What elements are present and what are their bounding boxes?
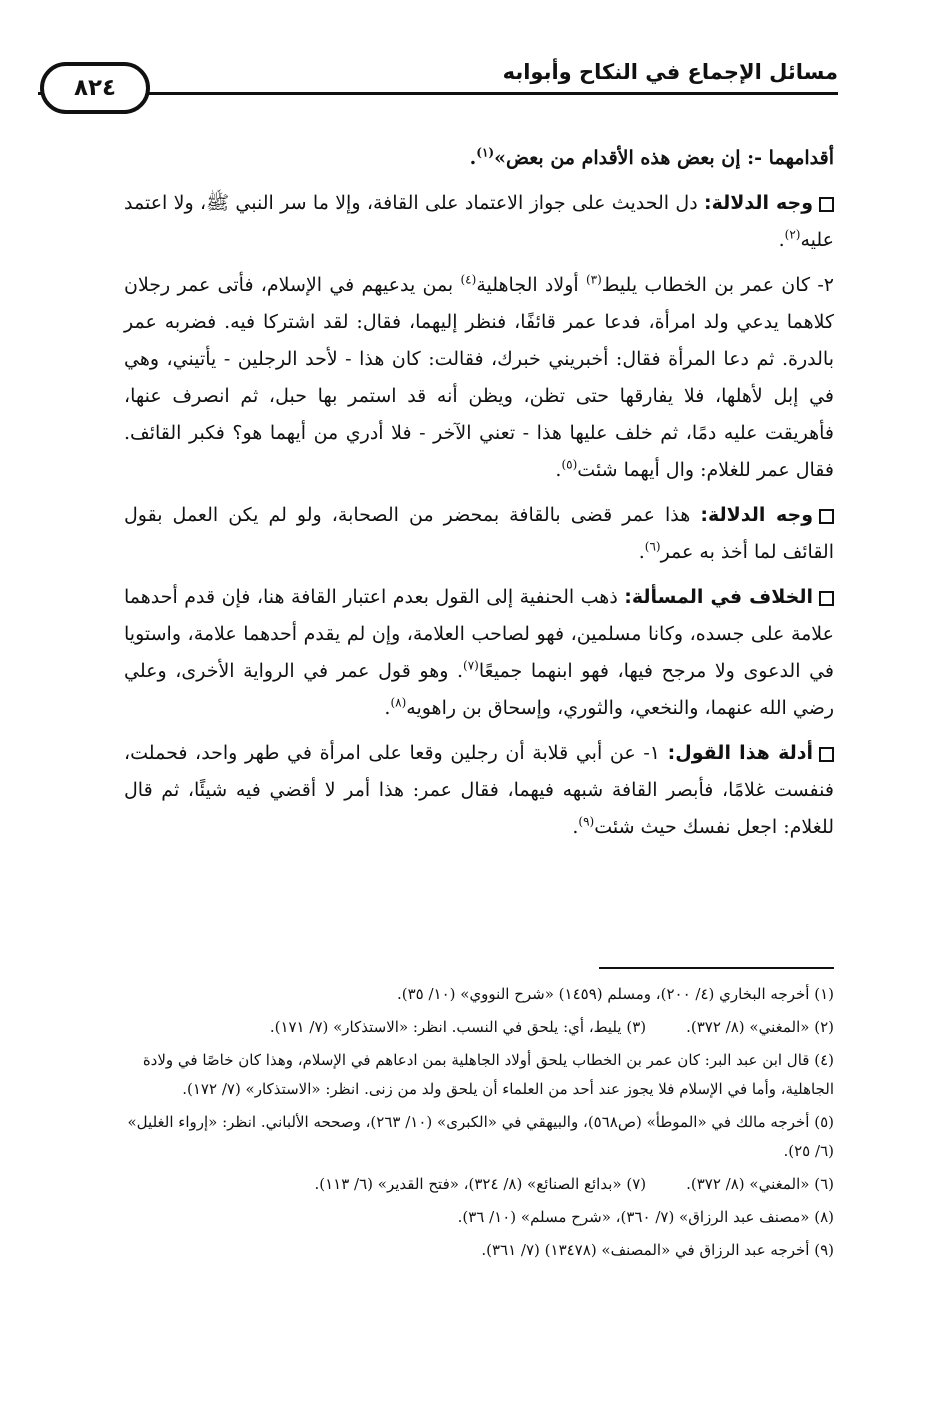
paragraph-umar-narration — [124, 267, 834, 489]
paragraph-text: ٢- كان عمر بن الخطاب يليط — [601, 274, 834, 296]
section-heading: الخلاف في المسألة: — [624, 586, 813, 608]
page-number-badge — [40, 62, 150, 114]
footnote-ref[interactable]: (٩) — [578, 814, 595, 829]
paragraph-proofs — [124, 735, 834, 846]
footnote-8: (٨) «مصنف عبد الرزاق» (٧/ ٣٦٠)، «شرح مسلم» (١٠/ ٣٦). — [457, 1208, 834, 1226]
footnote-ref[interactable]: (٧) — [463, 658, 479, 673]
paragraph-text: دل الحديث على جواز الاعتماد على القافة، وإلا ما سر النبي ﷺ، ولا اعتمد عليه — [124, 192, 834, 251]
header-rule — [38, 92, 838, 95]
running-header — [38, 52, 838, 92]
footnote-1: (١) أخرجه البخاري (٤/ ٢٠٠)، ومسلم (١٤٥٩) «شرح النووي» (١٠/ ٣٥). — [396, 985, 834, 1003]
footnote-ref[interactable]: (٢) — [784, 227, 801, 242]
footnotes — [114, 980, 834, 1269]
footnote-4: (٤) قال ابن عبد البر: كان عمر بن الخطاب يلحق أولاد الجاهلية بمن ادعاهم في الإسلام، وهذا كان خاصًا في ولادة الجاهلية، وأما في الإسلام فلا يجوز عند أحد من العلماء أن يلحق ولد من زنى. انظر: «الاستذكار» (٧/ ١٧٢). — [142, 1051, 834, 1098]
footnote-ref[interactable]: (٣) — [585, 272, 602, 287]
footnote-6: (٦) «المغني» (٨/ ٣٧٢). — [686, 1175, 834, 1193]
section-heading: وجه الدلالة: — [700, 504, 814, 526]
paragraph-disagreement — [124, 579, 834, 727]
footnote-separator — [599, 967, 834, 969]
paragraph-text: أقدامهما -: إن بعض هذه الأقدام من بعض» — [494, 147, 834, 169]
footnote-ref[interactable]: (٤) — [460, 272, 477, 287]
section-heading: وجه الدلالة: — [704, 192, 814, 214]
paragraph-evidence-2 — [124, 497, 834, 571]
square-bullet-icon — [819, 747, 834, 762]
footnote-9: (٩) أخرجه عبد الرزاق في «المصنف» (١٣٤٧٨) (٧/ ٣٦١). — [481, 1241, 834, 1259]
paragraph-end: . — [572, 816, 579, 838]
paragraph-text: بمن يدعيهم في الإسلام، فأتى عمر رجلان كلاهما يدعي ولد امرأة، فدعا عمر قائفًا، فنظر إليهما، فقال: لقد اشتركا فيه. فضربه عمر بالدرة. ثم دعا المرأة فقال: أخبريني خبرك، فقالت: كان هذا - لأحد الرجلين - يأتيني، وهي في إبل لأهلها، فلا يفارقها حتى تظن، ويظن أنه قد استمر بها حبل، ثم انصرف عنها، فأهريقت عليه دمًا، ثم خلف عليها هذا - تعني الآخر - فلا أدري من أيهما هو؟ فكبر القائف. فقال عمر للغلام: وال أيهما شئت — [124, 274, 834, 481]
paragraph-end: . — [384, 697, 391, 719]
paragraph-text: هذا عمر قضى بالقافة بمحضر من الصحابة، ولو لم يكن العمل بقول القائف لما أخذ به عمر — [124, 504, 834, 563]
footnote-ref[interactable]: (٨) — [390, 695, 407, 710]
footnote-row — [114, 1170, 834, 1199]
paragraph-text: . وهو قول عمر في الرواية الأخرى، وعلي رضي الله عنهما، والنخعي، والثوري، وإسحاق بن راهويه — [124, 660, 834, 719]
paragraph-end: . — [469, 147, 477, 169]
paragraph-end: . — [778, 229, 785, 251]
footnote-ref[interactable]: (١) — [476, 145, 495, 160]
square-bullet-icon — [819, 509, 834, 524]
footnote-5: (٥) أخرجه مالك في «الموطأ» (ص٥٦٨)، والبيهقي في «الكبرى» (١٠/ ٢٦٣)، وصححه الألباني. انظر: «إرواء الغليل» (٦/ ٢٥). — [127, 1113, 834, 1160]
paragraph-hadith-end — [124, 140, 834, 177]
footnote-ref[interactable]: (٦) — [644, 539, 661, 554]
square-bullet-icon — [819, 591, 834, 606]
paragraph-end: . — [555, 459, 562, 481]
header-title: مسائل الإجماع في النكاح وأبوابه — [502, 60, 838, 84]
footnote-row — [114, 1013, 834, 1042]
page-number: ٨٢٤ — [73, 75, 117, 101]
paragraph-text: ١- عن أبي قلابة أن رجلين وقعا على امرأة في طهر واحد، فحملت، فنفست غلامًا، فأبصر القافة شبهه فيهما، فقال عمر: هذا أمر لا أقضي فيه شيئًا، ثم قال للغلام: اجعل نفسك حيث شئت — [124, 742, 834, 838]
paragraph-text: ذهب الحنفية إلى القول بعدم اعتبار القافة هنا، فإن قدم أحدهما علامة على جسده، وكانا مسلمين، فهو لصاحب العلامة، وإن لم يقدم أحدهما علامة، واستويا في الدعوى ولا مرجح فيها، فهو ابنهما جميعًا — [124, 586, 835, 682]
square-bullet-icon — [819, 197, 834, 212]
main-text — [124, 140, 834, 854]
footnote-2: (٢) «المغني» (٨/ ٣٧٢). — [686, 1018, 834, 1036]
paragraph-end: . — [638, 541, 645, 563]
footnote-ref[interactable]: (٥) — [561, 457, 578, 472]
footnote-7: (٧) «بدائع الصنائع» (٨/ ٣٢٤)، «فتح القدير» (٦/ ١١٣). — [314, 1175, 647, 1193]
paragraph-evidence-1 — [124, 185, 834, 259]
footnote-3: (٣) يليط، أي: يلحق في النسب. انظر: «الاستذكار» (٧/ ١٧١). — [269, 1018, 647, 1036]
paragraph-text: أولاد الجاهلية — [476, 274, 586, 296]
section-heading: أدلة هذا القول: — [667, 742, 813, 764]
